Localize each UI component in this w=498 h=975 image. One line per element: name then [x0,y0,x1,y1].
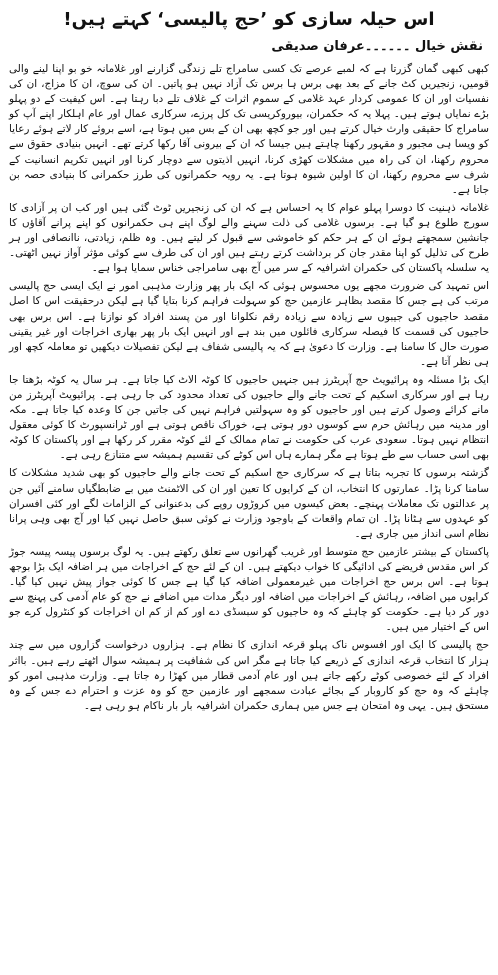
paragraph: غلامانہ ذہنیت کا دوسرا پہلو عوام کا یہ احساس ہے کہ ان کی زنجیریں ٹوٹ گئی ہیں اور کب ان پر آزادی کا سورج طلوع ہو گیا ہے۔ برسوں غلامی کی ذلت سہنے والے لوگ اپنے ہی حکمرانوں کو اپنے پرانے آقاؤں کا جانشین سمجھتے ہوئے ان کے ہر حکم کو خاموشی سے قبول کر لیتے ہیں۔ وہ ظلم، زیادتی، ناانصافی اور ہر طرح کی تذلیل کو اپنا مقدر جان کر برداشت کرتے رہتے ہیں اور ان کی طرف سے کوئی مؤثر آواز نہیں اٹھتی۔ یہ سلسلہ پاکستان کی حکمران اشرافیہ کے سر میں آج بھی سامراجی خناس سمایا ہوا ہے۔ [9,201,489,275]
column-body [9,62,489,714]
paragraph: پاکستان کے بیشتر عازمین حج متوسط اور غریب گھرانوں سے تعلق رکھتے ہیں۔ یہ لوگ برسوں پیسہ پیسہ جوڑ کر اس مقدس فریضے کی ادائیگی کا خواب دیکھتے ہیں۔ ان کے لئے حج کے اخراجات میں ہر اضافہ ایک بڑا بوجھ ہوتا ہے۔ اس برس حج اخراجات میں غیرمعمولی اضافہ کیا گیا ہے جس کا کوئی جواز پیش نہیں کیا گیا۔ کرایوں میں اضافہ، رہائش کے اخراجات میں اضافہ اور دیگر مدات میں اضافے نے حج کو عام آدمی کی پہنچ سے دور کر دیا ہے۔ حکومت کو چاہئے کہ وہ حاجیوں کو سبسڈی دے اور کم از کم ان اخراجات کو کنٹرول کرے جو اس کے اختیار میں ہیں۔ [9,545,489,634]
paragraph: اس تمہید کی ضرورت مجھے یوں محسوس ہوئی کہ ایک بار پھر وزارت مذہبی امور نے ایک ایسی حج پالیسی مرتب کی ہے جس کا مقصد بظاہر عازمین حج کو سہولت فراہم کرنا بتایا گیا ہے لیکن درحقیقت اس کا اصل مقصد حاجیوں کی جیبوں سے زیادہ سے زیادہ رقم نکلوانا اور من پسند افراد کو نوازنا ہے۔ اس برس بھی حاجیوں کی قسمت کا فیصلہ سرکاری فائلوں میں بند ہے اور انہیں ایک بار پھر بھاری اخراجات اور غیر یقینی صورت حال کا سامنا ہے۔ وزارت کا دعویٰ ہے کہ یہ پالیسی شفاف ہے لیکن تفصیلات دیکھیں تو معاملہ کچھ اور ہی نظر آتا ہے۔ [9,280,489,368]
column-byline: نقش خیال ۔۔۔۔۔۔عرفان صدیقی [271,39,483,54]
paragraph: کبھی کبھی گمان گزرتا ہے کہ لمبے عرصے تک کسی سامراج تلے زندگی گزارنے اور غلامانہ خو بو اپنا لینے والی قومیں، زنجیریں کٹ جانے کے بعد بھی برس ہا برس تک آزاد نہیں ہو پاتیں۔ ان کی سوچ، ان کا مزاج، ان کی نفسیات اور ان کا عمومی کردار عہد غلامی کے سموم اثرات کے غلاف تلے دبا رہتا ہے۔ اس کیفیت کے دو پہلو بڑے نمایاں ہوتے ہیں۔ پہلا یہ کہ حکمران، بیوروکریسی تک کل پرزے، سرکاری عمال اور عام اہلکار اپنے آپ کو سامراج کا حقیقی وارث خیال کرتے ہیں اور جو کچھ بھی ان کے بس میں ہوتا ہے، اسے بروئے کار لاتے ہوئے رعایا کو ویسا ہی مجبور و مقہور رکھنا چاہتے ہیں جیسا کہ ان کے بیرونی آقا رکھا کرتے تھے۔ انہیں بنیادی حقوق سے محروم رکھنا، ان کی راہ میں مشکلات کھڑی کرنا، انہیں اذیتوں سے دوچار کرنا اور انہیں تکریم انسانیت کے شرف سے محروم رکھنا، ان کا اولین شیوہ ہوتا ہے۔ یہ رویہ حکمرانوں کی طرز حکمرانی کا بنیادی حصہ بن جاتا ہے۔ [9,63,489,196]
paragraph: ایک بڑا مسئلہ وہ پرائیویٹ حج آپریٹرز ہیں جنہیں حاجیوں کا کوٹہ الاٹ کیا جاتا ہے۔ ہر سال یہ کوٹہ بڑھتا جا رہا ہے اور سرکاری اسکیم کے تحت جانے والے حاجیوں کی تعداد محدود کی جا رہی ہے۔ پرائیویٹ آپریٹرز من مانے کرائے وصول کرتے ہیں اور حاجیوں کو وہ سہولتیں فراہم نہیں کی جاتیں جن کا وعدہ کیا جاتا ہے۔ مکہ اور مدینہ میں رہائش حرم سے کوسوں دور ہوتی ہے، خوراک ناقص ہوتی ہے اور ٹرانسپورٹ کا کوئی معقول انتظام نہیں ہوتا۔ سعودی عرب کی حکومت نے تمام ممالک کے لئے کوٹہ مقرر کر رکھا ہے اور پاکستان کا کوٹہ بھی اسی حساب سے طے ہوتا ہے مگر ہمارے ہاں اس کوٹے کی تقسیم ہمیشہ سے متنازع رہی ہے۔ [9,373,489,462]
paragraph: گزشتہ برسوں کا تجربہ بتاتا ہے کہ سرکاری حج اسکیم کے تحت جانے والے حاجیوں کو بھی شدید مشکلات کا سامنا کرنا پڑا۔ عمارتوں کا انتخاب، ان کے کرایوں کا تعین اور ان کی الاٹمنٹ میں بے ضابطگیاں سامنے آئیں جن پر عدالتوں تک معاملات پہنچے۔ بعض کیسوں میں کروڑوں روپے کی بدعنوانی کے الزامات لگے اور کئی افسران کو عہدوں سے ہٹانا پڑا۔ ان تمام واقعات کے باوجود وزارت نے کوئی سبق حاصل نہیں کیا اور آج بھی وہی پرانا نظام اسی انداز میں جاری ہے۔ [9,467,489,540]
paragraph: حج پالیسی کا ایک اور افسوس ناک پہلو قرعہ اندازی کا نظام ہے۔ ہزاروں درخواست گزاروں میں سے چند ہزار کا انتخاب قرعہ اندازی کے ذریعے کیا جاتا ہے مگر اس کی شفافیت پر ہمیشہ سوال اٹھتے رہے ہیں۔ بااثر افراد کے لئے خصوصی کوٹے رکھے جاتے ہیں اور عام آدمی قطار میں کھڑا رہ جاتا ہے۔ وزارت مذہبی امور کو چاہئے کہ وہ حج کو کاروبار کے بجائے عبادت سمجھے اور عازمین حج کو وہ عزت و احترام دے جس کے وہ مستحق ہیں۔ یہی وہ امتحان ہے جس میں ہماری حکمران اشرافیہ بار بار ناکام ہو رہی ہے۔ [9,639,489,712]
column-title: اس حیلہ سازی کو ’حج پالیسی‘ کہتے ہیں! [63,9,435,30]
